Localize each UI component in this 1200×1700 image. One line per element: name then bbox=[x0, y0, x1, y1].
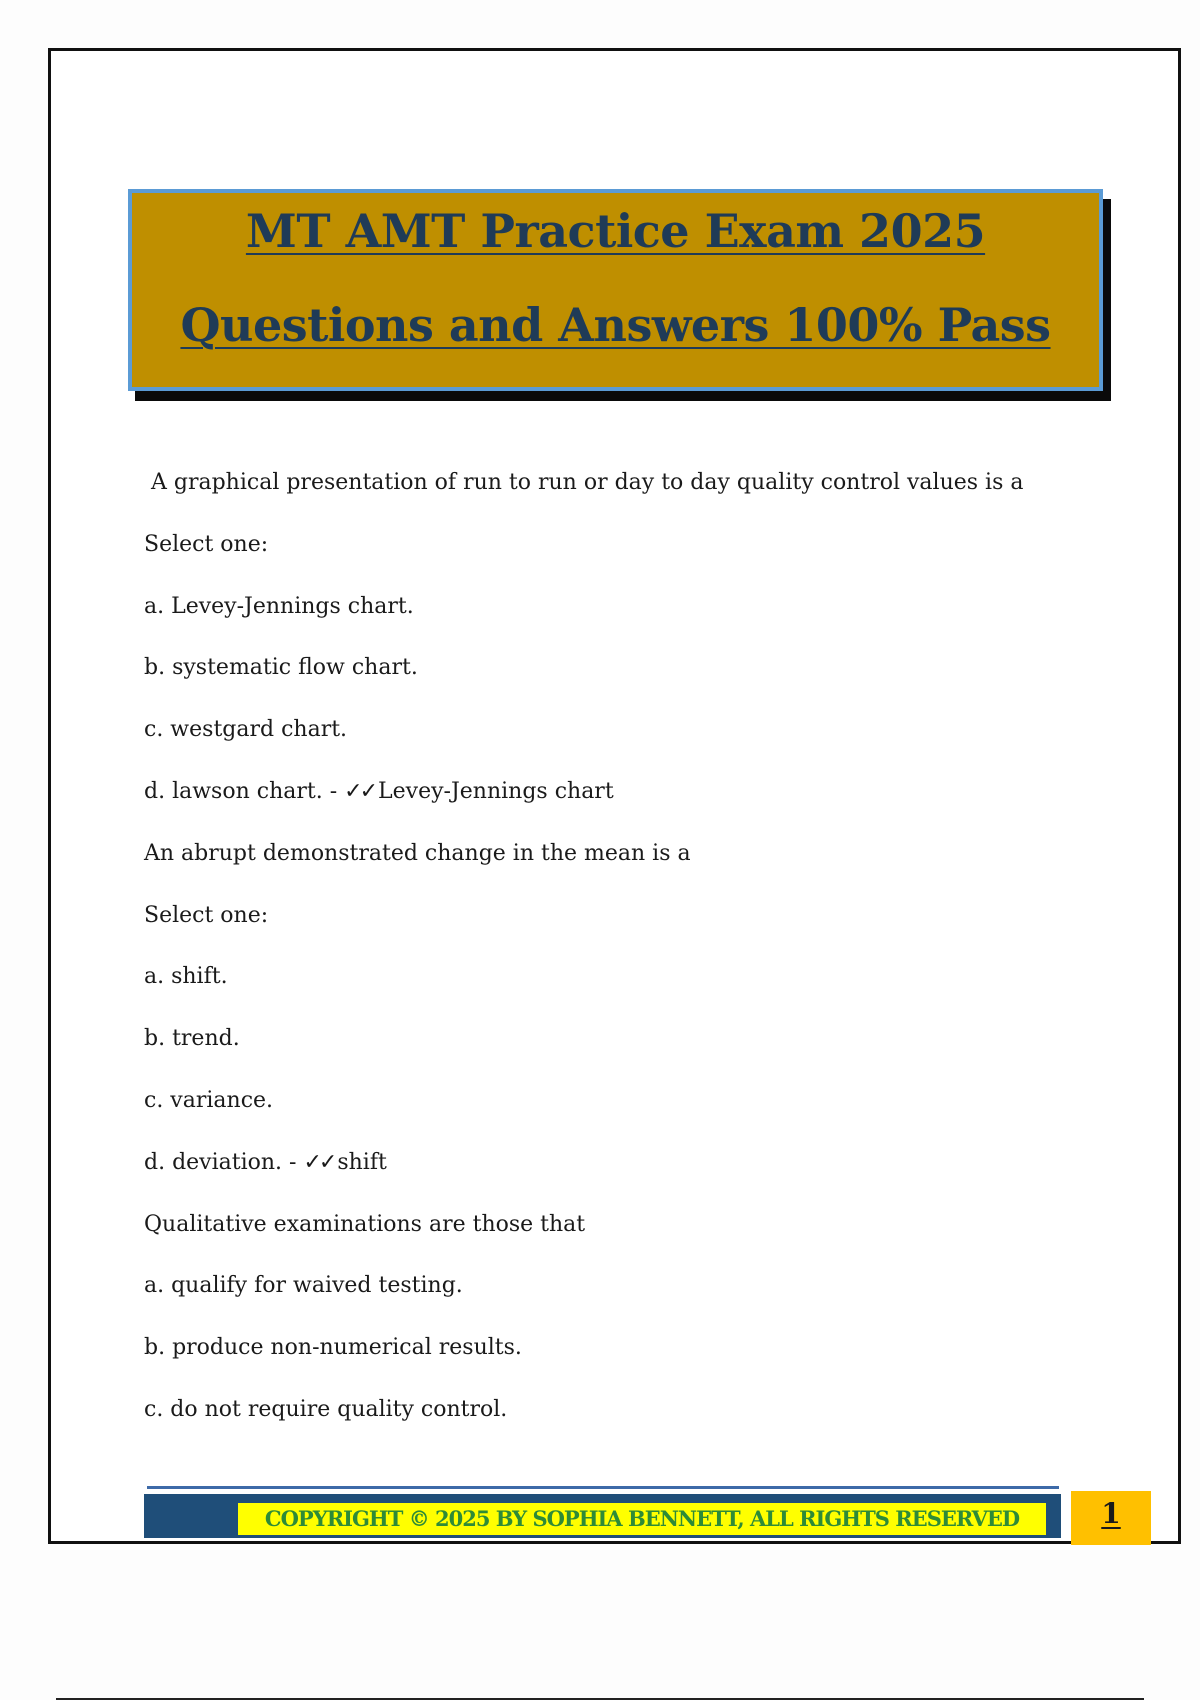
question-1-option-b: b. systematic flow chart. bbox=[144, 655, 418, 681]
question-3-option-c: c. do not require quality control. bbox=[144, 1396, 508, 1422]
page-number-box bbox=[1071, 1491, 1151, 1545]
question-2-option-d-text: d. deviation. - bbox=[144, 1149, 304, 1175]
question-3-stem: Qualitative examinations are those that bbox=[144, 1211, 586, 1237]
question-3-option-a: a. qualify for waived testing. bbox=[144, 1273, 463, 1299]
copyright-notice: COPYRIGHT © 2025 BY SOPHIA BENNETT, ALL RIGHTS RESERVED bbox=[238, 1503, 1046, 1535]
question-1-answer: Levey-Jennings chart bbox=[378, 778, 614, 804]
question-content bbox=[144, 459, 1104, 1448]
question-1-prompt: Select one: bbox=[144, 531, 269, 557]
question-2-answer: shift bbox=[337, 1149, 387, 1175]
title-line-1: MT AMT Practice Exam 2025 bbox=[245, 204, 986, 258]
question-1-option-a: a. Levey-Jennings chart. bbox=[144, 593, 414, 619]
question-1-option-c: c. westgard chart. bbox=[144, 717, 348, 743]
footer-rule bbox=[147, 1486, 1059, 1489]
question-1-option-d-text: d. lawson chart. - bbox=[144, 778, 345, 804]
question-2-option-d bbox=[144, 1139, 1104, 1201]
double-check-icon: ✓✓ bbox=[344, 778, 376, 804]
question-2-prompt: Select one: bbox=[144, 902, 269, 928]
question-2-option-a: a. shift. bbox=[144, 964, 228, 990]
question-2-option-c: c. variance. bbox=[144, 1087, 274, 1113]
question-2-option-b: b. trend. bbox=[144, 1026, 240, 1052]
page-number: 1 bbox=[1101, 1497, 1121, 1530]
question-1-stem: A graphical presentation of run to run or day to day quality control values is a bbox=[144, 470, 1024, 495]
double-check-icon: ✓✓ bbox=[303, 1149, 335, 1175]
title-box bbox=[128, 189, 1103, 391]
question-3-option-b: b. produce non-numerical results. bbox=[144, 1335, 522, 1361]
question-2-stem: An abrupt demonstrated change in the mean is a bbox=[144, 840, 691, 866]
question-1-option-d bbox=[144, 768, 1104, 830]
title-line-2: Questions and Answers 100% Pass bbox=[180, 298, 1051, 352]
